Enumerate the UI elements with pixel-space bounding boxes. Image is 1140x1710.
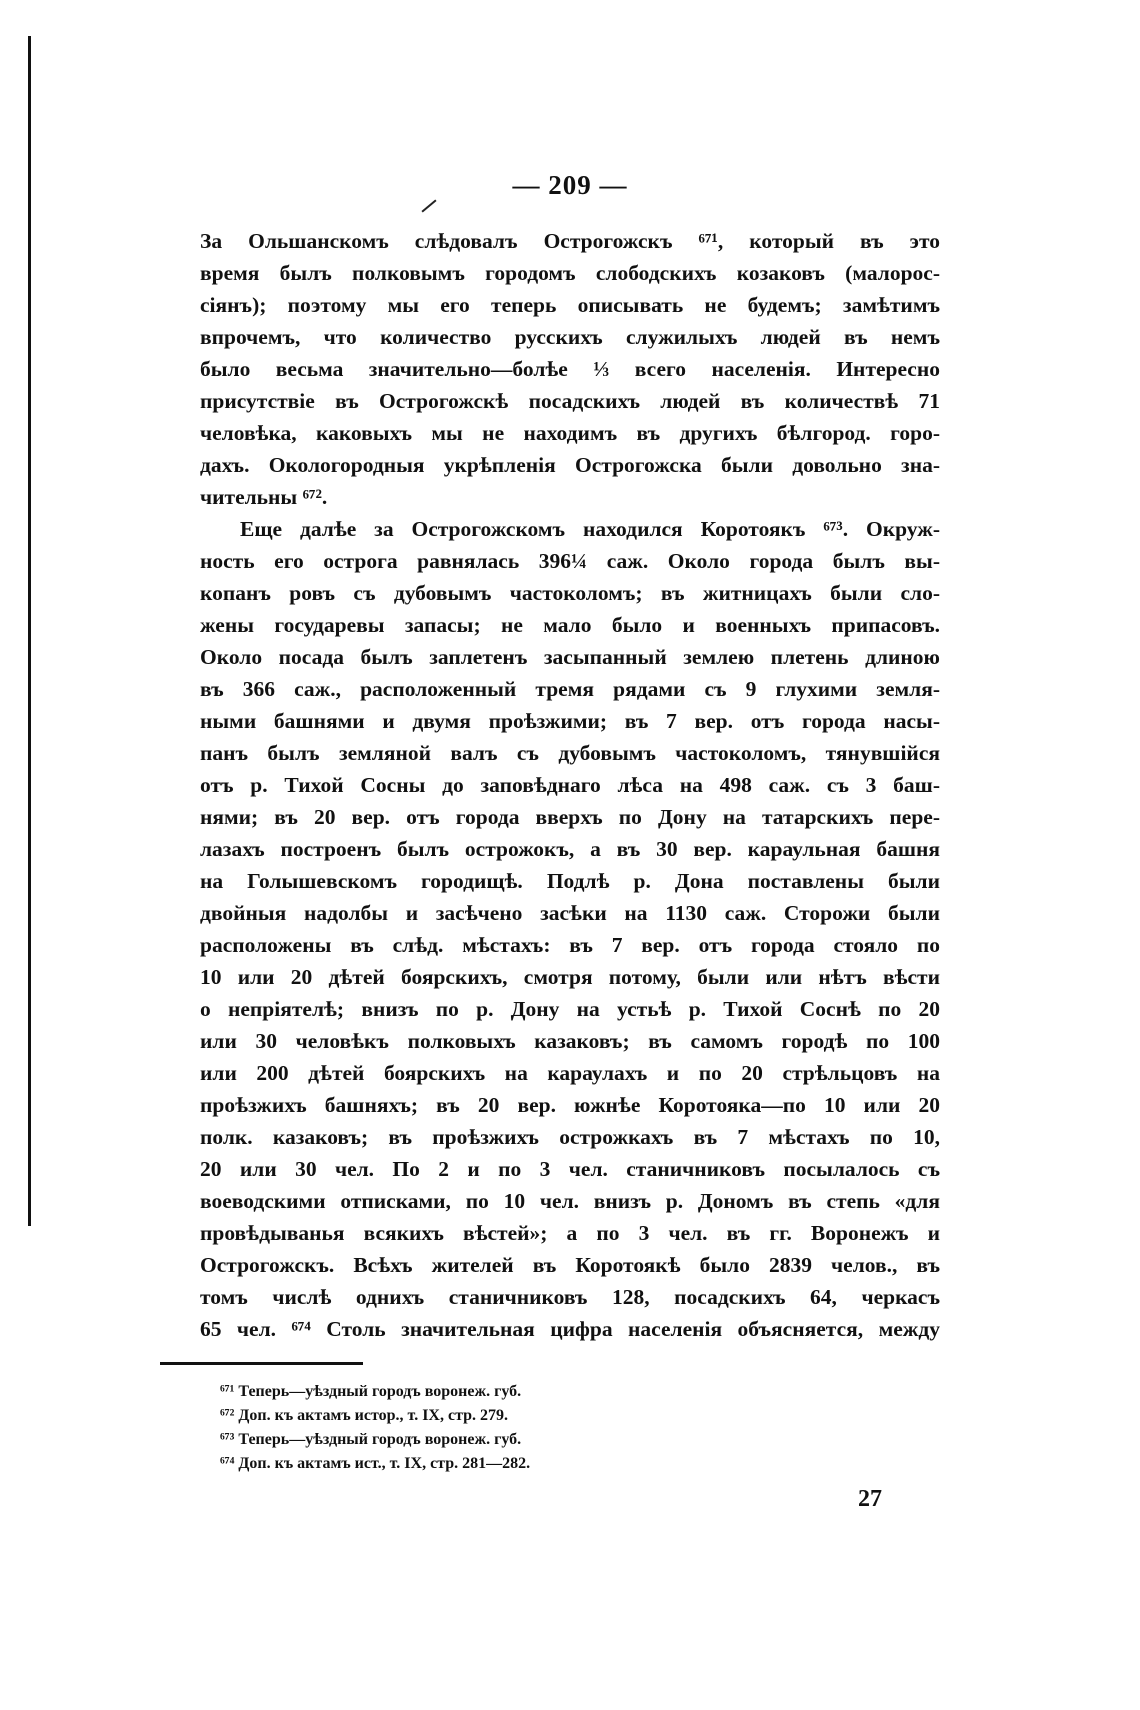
- body-line: ность его острога равнялась 396¼ саж. Около города былъ вы-: [200, 549, 940, 573]
- body-line: проѣзжихъ башняхъ; въ 20 вер. южнѣе Коротояка—по 10 или 20: [200, 1093, 940, 1117]
- body-line: полк. казаковъ; въ проѣзжихъ острожкахъ въ 7 мѣстахъ по 10,: [200, 1125, 940, 1149]
- footnote-divider: [160, 1362, 363, 1365]
- page-number: — 209 —: [512, 170, 628, 200]
- body-line: нями; въ 20 вер. отъ города вверхъ по Дону на татарскихъ пере-: [200, 805, 940, 829]
- body-line: впрочемъ, что количество русскихъ служилыхъ людей въ немъ: [200, 325, 940, 349]
- footnote: ⁶⁷² Доп. къ актамъ истор., т. IX, стр. 279.: [220, 1407, 509, 1424]
- body-line: воеводскими отписками, по 10 чел. внизъ р. Дономъ въ степь «для: [200, 1189, 940, 1213]
- footnote: ⁶⁷¹ Теперь—уѣздный городъ воронеж. губ.: [220, 1383, 522, 1400]
- scan-edge-rule: [28, 36, 31, 1226]
- body-line: человѣка, каковыхъ мы не находимъ въ другихъ бѣлгород. горо-: [200, 421, 940, 445]
- footnote: ⁶⁷³ Теперь—уѣздный городъ воронеж. губ.: [220, 1431, 522, 1448]
- body-line: 20 или 30 чел. По 2 и по 3 чел. станичниковъ посылалось съ: [200, 1157, 940, 1181]
- body-line: 65 чел. ⁶⁷⁴ Столь значительная цифра населенія объясняется, между: [200, 1317, 940, 1341]
- body-line: томъ числѣ однихъ станичниковъ 128, посадскихъ 64, черкасъ: [200, 1285, 940, 1309]
- body-line: двойныя надолбы и засѣчено засѣки на 1130 саж. Сторожи были: [200, 901, 940, 925]
- body-line: отъ р. Тихой Сосны до заповѣднаго лѣса на 498 саж. съ 3 баш-: [200, 773, 940, 797]
- body-line: въ 366 саж., расположенный тремя рядами съ 9 глухими земля-: [200, 677, 940, 701]
- footnotes: [220, 1380, 820, 1476]
- body-line: ными башнями и двумя проѣзжими; въ 7 вер. отъ города насы-: [200, 709, 940, 733]
- body-line: лазахъ построенъ былъ острожокъ, а въ 30 вер. караульная башня: [200, 837, 940, 861]
- signature-mark: 27: [858, 1486, 882, 1512]
- body-line: чительны ⁶⁷².: [200, 485, 328, 509]
- body-line: панъ былъ земляной валъ съ дубовымъ частоколомъ, тянувшійся: [200, 741, 940, 765]
- body-line: Еще далѣе за Острогожскомъ находился Коротоякъ ⁶⁷³. Окруж-: [240, 517, 940, 541]
- body-line: о непріятелѣ; внизъ по р. Дону на устьѣ р. Тихой Соснѣ по 20: [200, 997, 940, 1021]
- body-line: жены государевы запасы; не мало было и военныхъ припасовъ.: [200, 613, 940, 637]
- body-line: копанъ ровъ съ дубовымъ частоколомъ; въ житницахъ были сло-: [200, 581, 940, 605]
- accent-mark: [421, 199, 436, 212]
- body-line: сіянъ); поэтому мы его теперь описывать не будемъ; замѣтимъ: [200, 293, 940, 317]
- body-line: время былъ полковымъ городомъ слободскихъ козаковъ (малорос-: [200, 261, 940, 285]
- body-line: на Голышевскомъ городищѣ. Подлѣ р. Дона поставлены были: [200, 869, 940, 893]
- body-line: или 200 дѣтей боярскихъ на караулахъ и по 20 стрѣльцовъ на: [200, 1061, 940, 1085]
- footnote: ⁶⁷⁴ Доп. къ актамъ ист., т. IX, стр. 281—282.: [220, 1455, 531, 1472]
- body-line: дахъ. Окологородныя укрѣпленія Острогожска были довольно зна-: [200, 453, 940, 477]
- body-line: или 30 человѣкъ полковыхъ казаковъ; въ самомъ городѣ по 100: [200, 1029, 940, 1053]
- body-line: Около посада былъ заплетенъ засыпанный землею плетень длиною: [200, 645, 940, 669]
- body-line: провѣдыванья всякихъ вѣстей»; а по 3 чел. въ гг. Воронежъ и: [200, 1221, 940, 1245]
- body-text: [200, 225, 940, 1345]
- body-line: было весьма значительно—болѣе ⅓ всего населенія. Интересно: [200, 357, 940, 381]
- body-line: За Ольшанскомъ слѣдовалъ Острогожскъ ⁶⁷¹, который въ это: [200, 229, 940, 253]
- body-line: 10 или 20 дѣтей боярскихъ, смотря потому, были или нѣтъ вѣсти: [200, 965, 940, 989]
- body-line: расположены въ слѣд. мѣстахъ: въ 7 вер. отъ города стояло по: [200, 933, 940, 957]
- body-line: Острогожскъ. Всѣхъ жителей въ Коротоякѣ было 2839 челов., въ: [200, 1253, 940, 1277]
- body-line: присутствіе въ Острогожскѣ посадскихъ людей въ количествѣ 71: [200, 389, 940, 413]
